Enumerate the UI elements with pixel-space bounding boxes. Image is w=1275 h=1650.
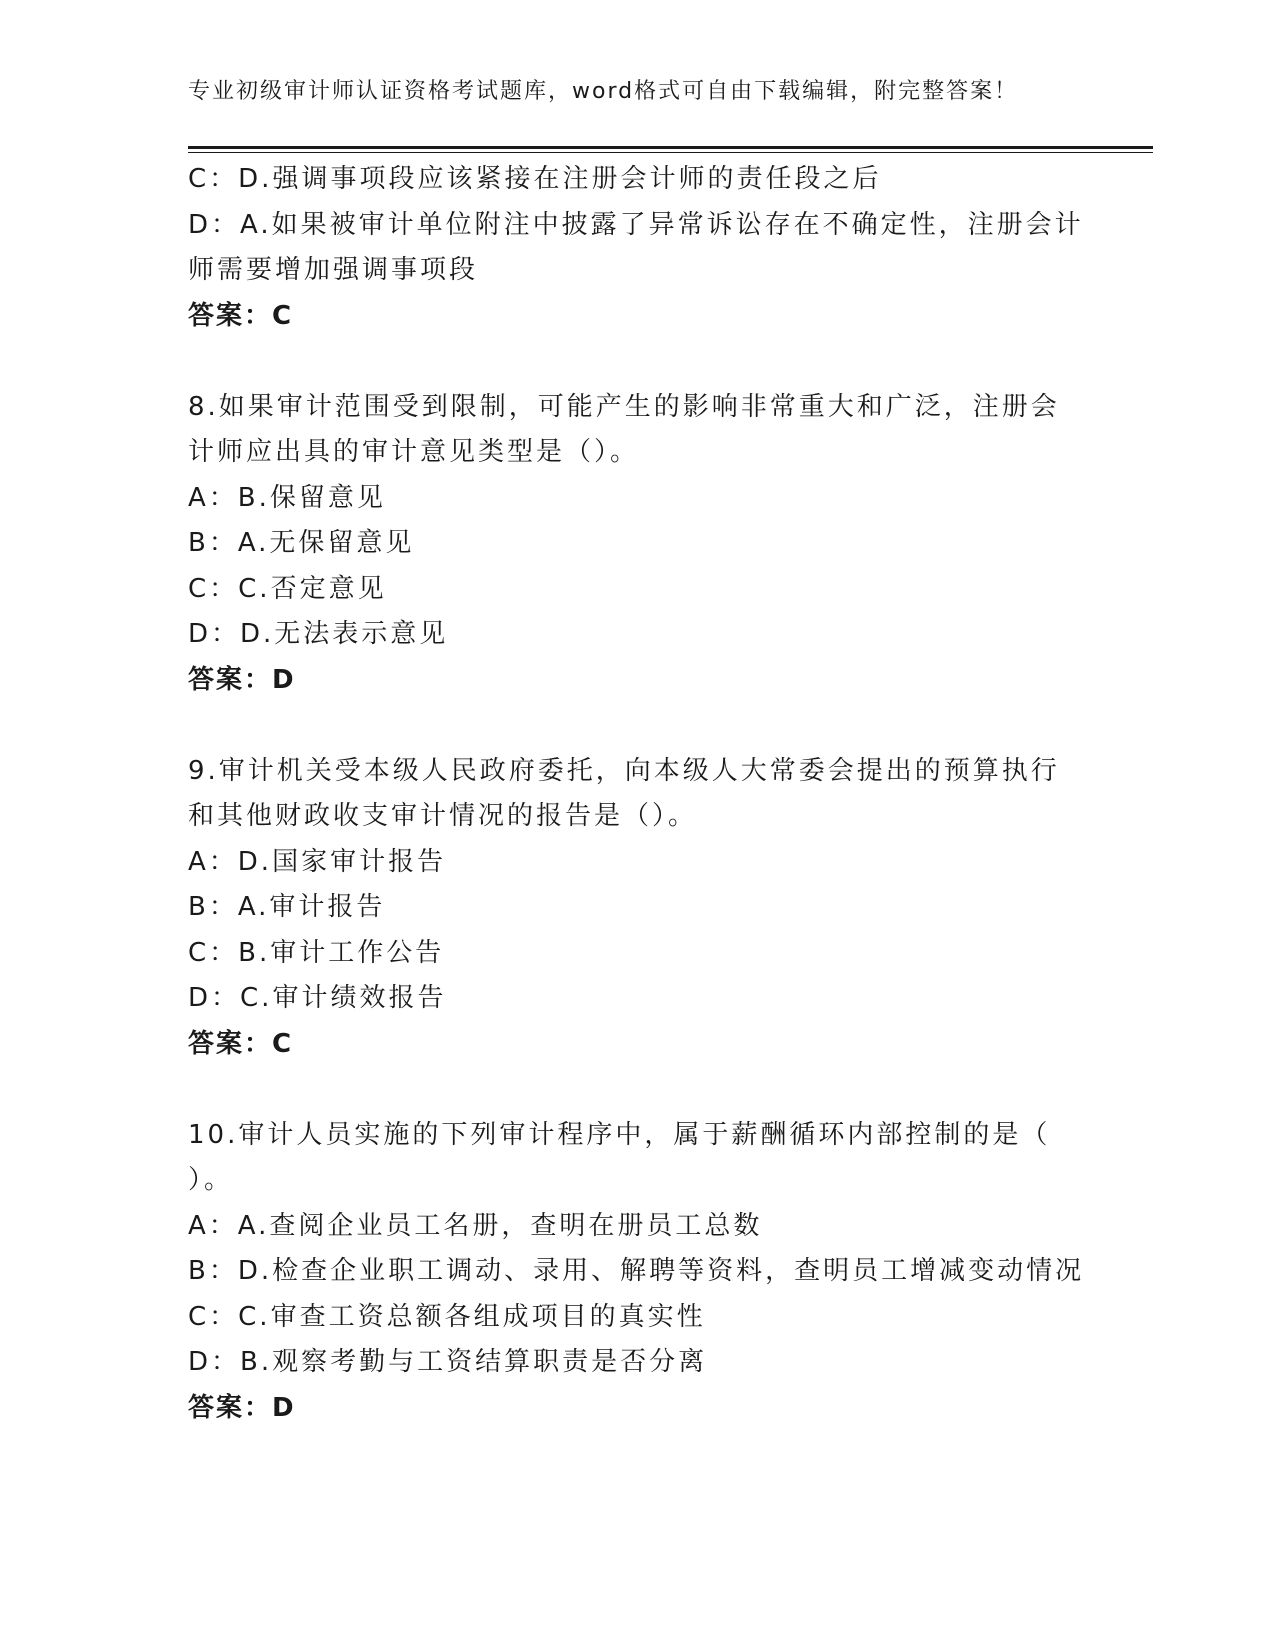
q7-answer: 答案：C (188, 300, 294, 331)
q10-option-b: B：D.检查企业职工调动、录用、解聘等资料，查明员工增减变动情况 (188, 1256, 1085, 1286)
q7-option-d-line2: 师需要增加强调事项段 (188, 255, 479, 285)
question-content (188, 157, 1088, 1431)
q9-option-a: A：D.国家审计报告 (188, 846, 447, 877)
q9-stem-line1: 9.审计机关受本级人民政府委托，向本级人大常委会提出的预算执行 (188, 755, 1060, 786)
q10-option-a: A：A.查阅企业员工名册，查明在册员工总数 (188, 1210, 763, 1241)
q7-option-c: C：D.强调事项段应该紧接在注册会计师的责任段之后 (188, 164, 882, 194)
header-divider (188, 146, 1153, 149)
q9-option-c: C：B.审计工作公告 (188, 937, 445, 968)
q9-stem-line2: 和其他财政收支审计情况的报告是（）。 (188, 801, 698, 831)
q10-stem-line2: ）。 (188, 1165, 234, 1195)
q10-answer: 答案：D (188, 1392, 296, 1423)
q10-stem-line1: 10.审计人员实施的下列审计程序中，属于薪酬循环内部控制的是（ (188, 1119, 1051, 1150)
page-header: 专业初级审计师认证资格考试题库，word格式可自由下载编辑，附完整答案！ (188, 79, 1019, 104)
q9-answer: 答案：C (188, 1028, 294, 1059)
spacer (188, 1067, 1088, 1113)
q9-option-d: D：C.审计绩效报告 (188, 983, 447, 1013)
q10-option-d: D：B.观察考勤与工资结算职责是否分离 (188, 1347, 708, 1377)
q8-option-c: C：C.否定意见 (188, 573, 387, 604)
spacer (188, 339, 1088, 385)
q8-option-a: A：B.保留意见 (188, 482, 386, 513)
q8-answer: 答案：D (188, 664, 296, 695)
spacer (188, 703, 1088, 749)
q8-stem-line2: 计师应出具的审计意见类型是（）。 (188, 437, 640, 467)
q8-option-b: B：A.无保留意见 (188, 528, 415, 558)
q7-option-d-line1: D：A.如果被审计单位附注中披露了异常诉讼存在不确定性，注册会计 (188, 209, 1084, 240)
q8-stem-line1: 8.如果审计范围受到限制，可能产生的影响非常重大和广泛，注册会 (188, 391, 1060, 422)
q10-option-c: C：C.审查工资总额各组成项目的真实性 (188, 1301, 706, 1332)
q9-option-b: B：A.审计报告 (188, 892, 386, 922)
q8-option-d: D：D.无法表示意见 (188, 619, 449, 649)
